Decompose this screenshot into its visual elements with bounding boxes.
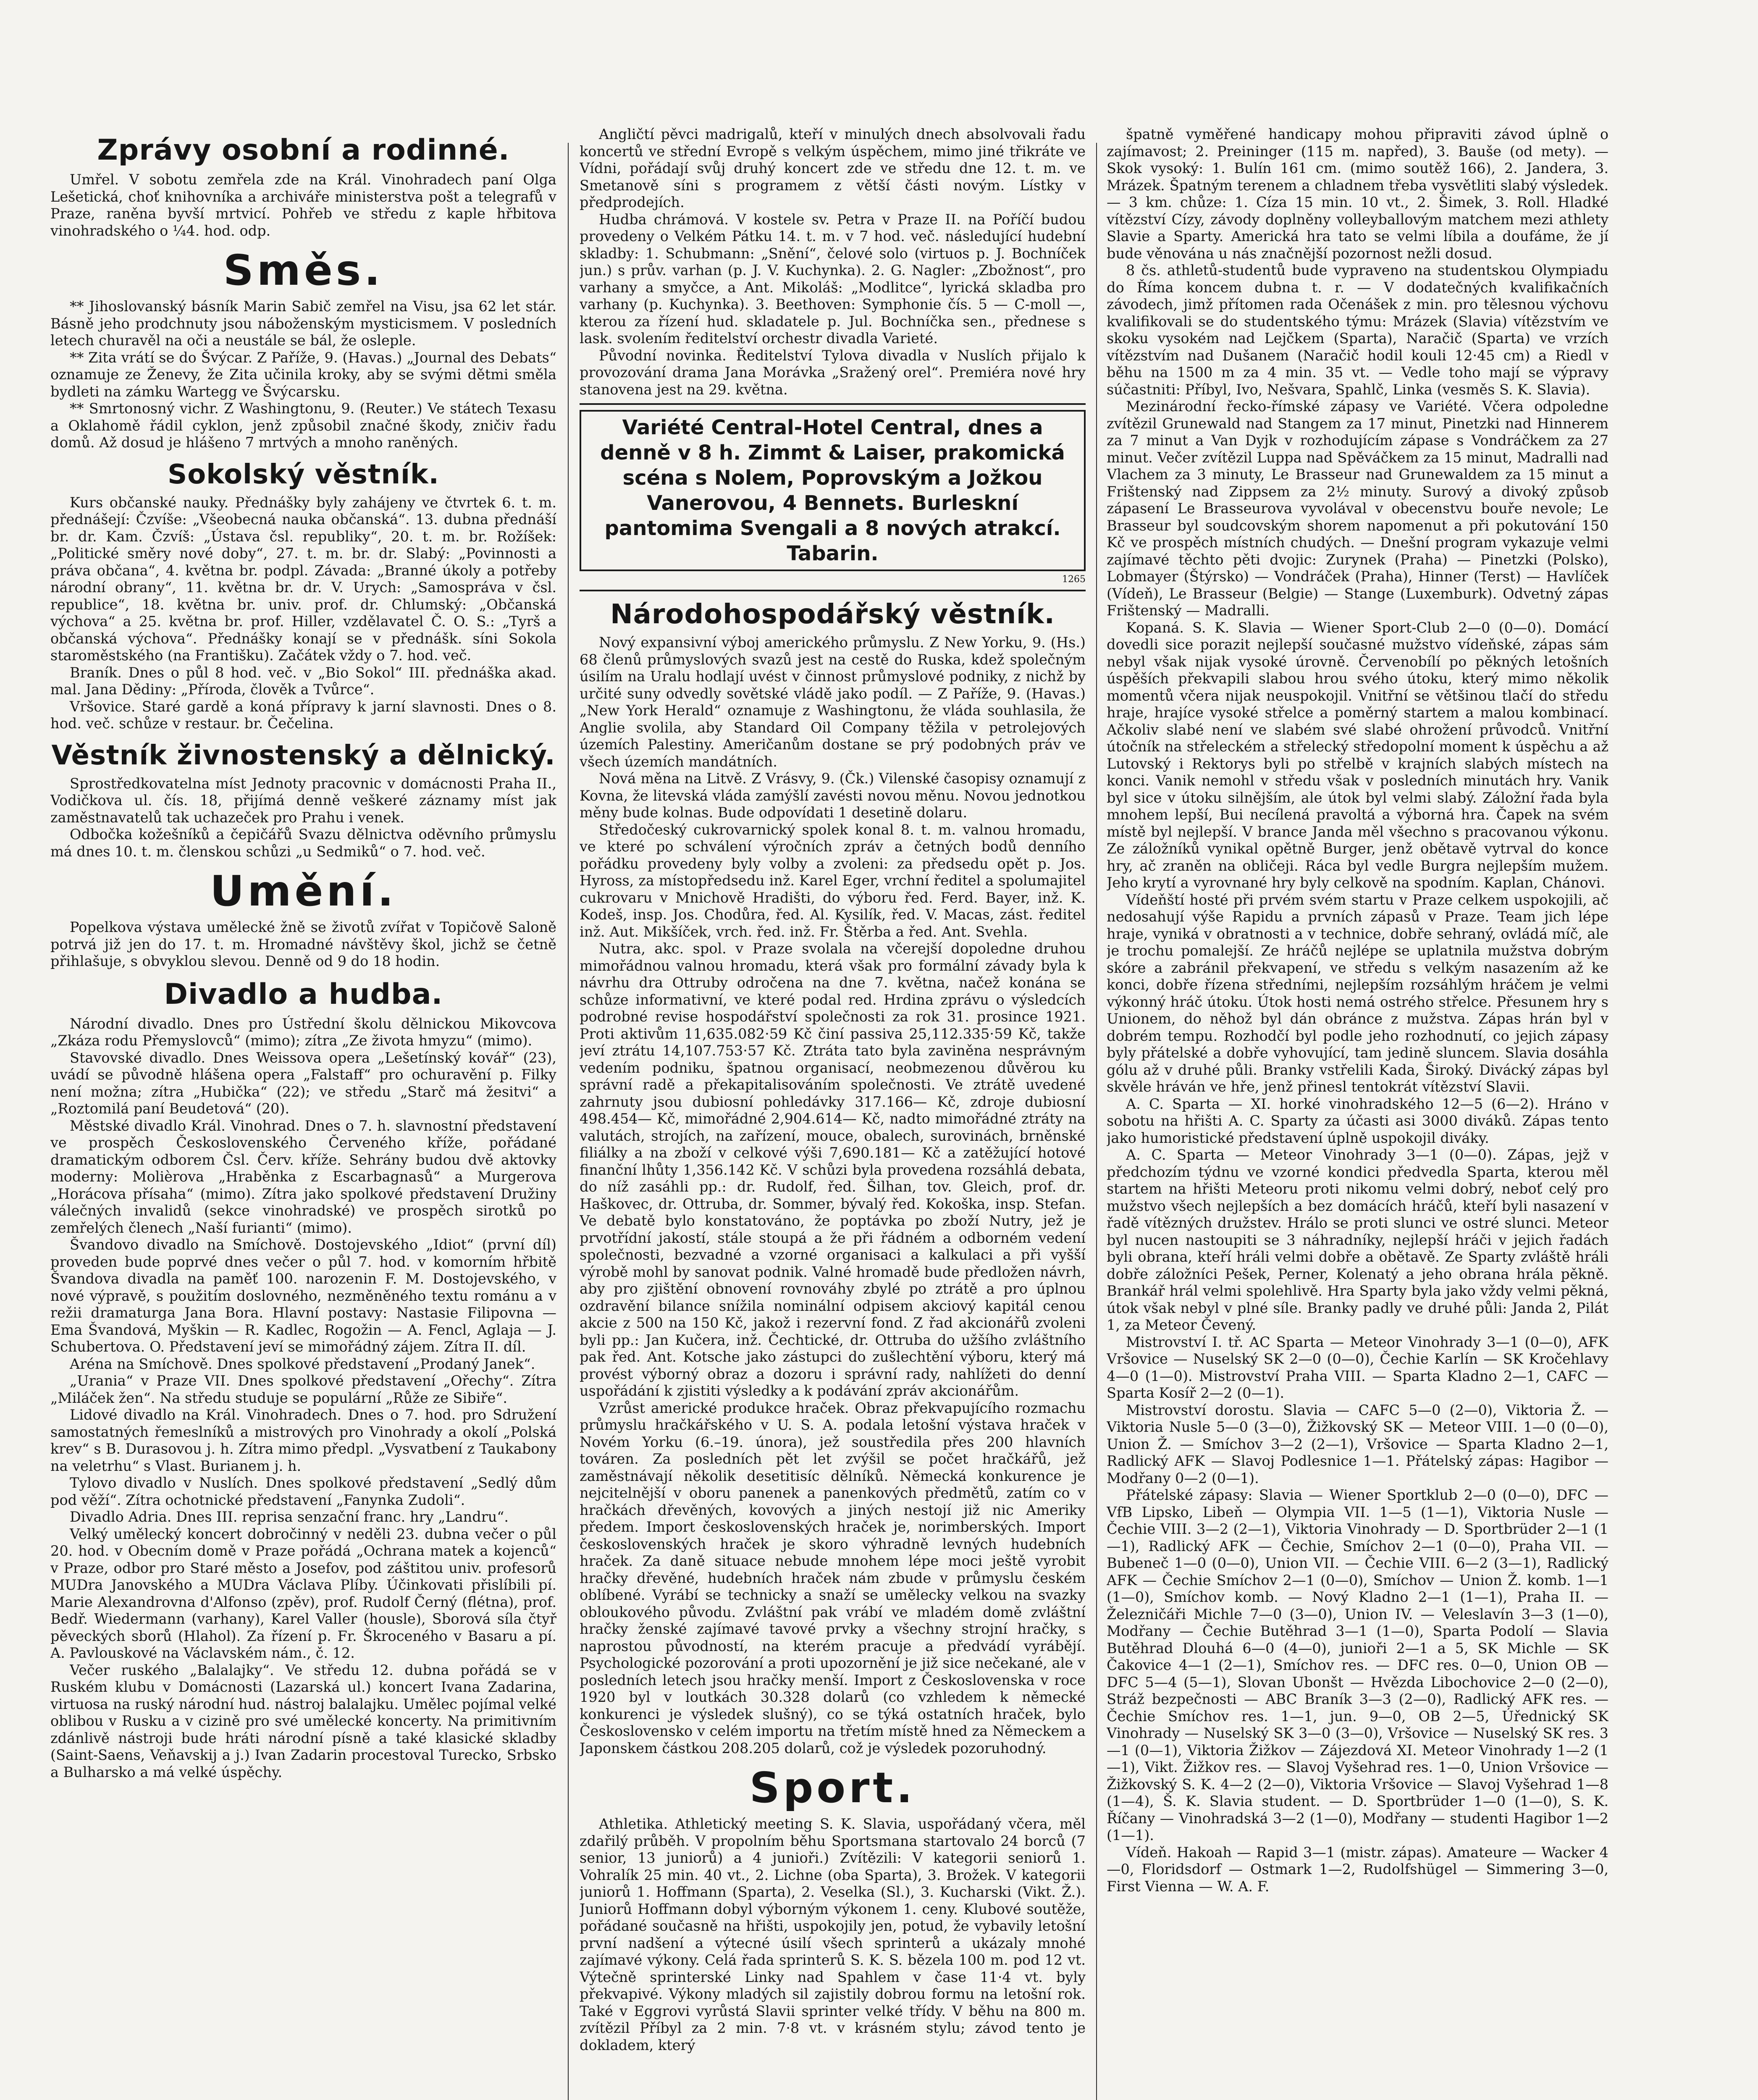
- article-paragraph: Vídeň. Hakoah — Rapid 3—1 (mistr. zápas). Amateure — Wacker 4—0, Floridsdorf — Ostmark 1—2, Rudolfshügel — Simmering 3—0, First Vienna — W. A. F.: [1107, 1844, 1608, 1895]
- article-paragraph: Odbočka kožešníků a čepičářů Svazu dělnictva oděvního průmyslu má dnes 10. t. m. členskou schůzi „u Sedmiků“ o 7. hod. več.: [50, 826, 556, 860]
- scan-corner-mark: [1577, 4, 1674, 55]
- article-paragraph: špatně vyměřené handicapy mohou připraviti závod úplně o zajímavost; 2. Preininger (115 m. napřed), 3. Bauše (od mety). — Skok vysoký: 1. Bulín 161 cm. (mimo soutěž 166), 2. Jandera, 3. Mrázek. Špatným terenem a chladnem třeba vysvětliti slabý výsledek. — 3 km. chůze: 1. Cíza 15 min. 10 vt., 2. Šimek, 3. Roll. Hladké vítězství Cízy, závody doplněny volleyballovým matchem mezi athlety Slavie a Sparty. Americká hra tato se velmi líbila a doufáme, že jí bude věnována u nás značnější pozornost nežli dosud.: [1107, 126, 1608, 262]
- article-paragraph: A. C. Sparta — Meteor Vinohrady 3—1 (0—0). Zápas, jejž v předchozím týdnu ve vzorné kondici předvedla Sparta, kterou měl startem na hřišti Meteoru proti nikomu velmi dobrý, neboť celý pro mužstvo všech nejlepších a bez domácích hráčů, kteří byli nasazení v řadě vítězných družstev. Hrálo se proti slunci ve ostré slunci. Meteor byl nucen nastoupiti se 3 náhradníky, nejlepší hráči v jejich řadách byli obrana, kteří hráli velmi dobře a obětavě. Ze Sparty zvláště hráli dobře záložníci Pešek, Perner, Kolenatý a jeho obrana hrála pěkně. Brankář hrál velmi spolehlivě. Hra Sparty byla jako vždy velmi pěkná, útok však nebyl v plné síle. Branky padly ve druhé půli: Janda 2, Pilát 1, za Meteor Čevený.: [1107, 1147, 1608, 1333]
- article-paragraph: Kurs občanské nauky. Přednášky byly zahájeny ve čtvrtek 6. t. m. přednášejí: Čzvíše: „Všeobecná nauka občanská“. 13. dubna přednáší br. dr. Kam. Čzvíš: „Ústava čsl. republiky“, 20. t. m. br. Rožíšek: „Politické směry nové doby“, 27. t. m. br. dr. Slabý: „Povinnosti a práva občana“, 4. května br. podpl. Závada: „Branné úkoly a potřeby národní obrany“, 11. května br. dr. V. Urych: „Samospráva v čsl. republice“, 18. května br. univ. prof. dr. Chlumský: „Občanská výchova“ a 25. května br. prof. Hiller, vzdělavatel Č. O. S.: „Tyrš a občanská výchova“. Přednášky konají se v přednášk. síni Sokola staroměstského (na Františku). Začátek vždy o 7. hod. več.: [50, 494, 556, 664]
- article-paragraph: 8 čs. athletů-studentů bude vypraveno na studentskou Olympiadu do Říma koncem dubna t. r. — V dodatečných kvalifikačních závodech, jimž přítomen rada Očenášek z min. pro tělesnou výchovu kvalifikovali se do studentského týmu: Mrázek (Slavia) vítězstvím ve skoku vysokém nad Lejčkem (Sparta), Naračič (Sparta) ve vrzích vítězstvím nad Dušanem (Naračič hodil kouli 12·45 cm) a Riedl v běhu na 1500 m za 4 min. 35 vt. — Vedle toho mají se výpravy súčastniti: Příbyl, Ivo, Nešvara, Spahlč, Linka (vesměs S. K. Slavia).: [1107, 262, 1608, 398]
- section-heading-economy: Národohospodářský věstník.: [610, 599, 1055, 630]
- article-paragraph: Stavovské divadlo. Dnes Weissova opera „Lešetínský kovář“ (23), uvádí se původně hlášena opera „Falstaff“ pro ochuravění p. Filky není možna; zítra „Hubička“ (22); ve středu „Starč má žesitvi“ a „Roztomilá paní Beudetová“ (20).: [50, 1049, 556, 1117]
- article-paragraph: Mistrovství I. tř. AC Sparta — Meteor Vinohrady 3—1 (0—0), AFK Vršovice — Nuselský SK 2—0 (0—0), Čechie Karlín — SK Kročehlavy 4—0 (1—0). Mistrovství Praha VIII. — Sparta Kladno 2—1, CAFC — Sparta Kosíř 2—2 (0—1).: [1107, 1334, 1608, 1401]
- column-left: [50, 126, 556, 2100]
- article-paragraph: A. C. Sparta — XI. horké vinohradského 12—5 (6—2). Hráno v sobotu na hřišti A. C. Sparty za účasti asi 3000 diváků. Zápas tento jako humoristické představení úplně uspokojil diváky.: [1107, 1095, 1608, 1146]
- article-paragraph: ** Smrtonosný vichr. Z Washingtonu, 9. (Reuter.) Ve státech Texasu a Oklahomě řádil cyklon, jenž způsobil značné škody, zničiv řadu domů. Až dosud je hlášeno 7 mrtvých a mnoho raněných.: [50, 400, 556, 451]
- article-paragraph: Nový expansivní výboj amerického průmyslu. Z New Yorku, 9. (Hs.) 68 členů průmyslových svazů jest na cestě do Ruska, kdež společným úsilím na Uralu hodlají uvést v činnost průmyslové podniky, z nichž by určité suny odvedly sovětské vládě jako podíl. — Z Paříže, 9. (Havas.) „New York Herald“ oznamuje z Washingtonu, že vláda souhlasila, že Anglie svolila, aby Standard Oil Company těžila v petrolejových územích Palestiny. Američanům dostane se prý podobných práv ve všech územích mandátních.: [580, 634, 1086, 770]
- advert-code: 1265: [1062, 574, 1086, 585]
- article-paragraph: Velký umělecký koncert dobročinný v neděli 23. dubna večer o půl 20. hod. v Obecním domě v Praze pořádá „Ochrana matek a kojenců“ v Praze, odbor pro Staré město a Josefov, pod záštitou univ. profesorů MUDra Janovského a MUDra Václava Plíby. Účinkovati přislíbili pí. Marie Alexandrovna d'Alfonso (zpěv), prof. Rudolf Černý (flétna), prof. Bedř. Wiedermann (varhany), Karel Valler (housle), Sborová síla čtyř pěveckých sborů (Hlahol). Za řízení p. Fr. Škroceného v Basaru a pí. A. Pavlouskové na Václavském nám., č. 12.: [50, 1525, 556, 1661]
- section-heading-personal-news: Zprávy osobní a rodinné.: [97, 134, 510, 167]
- article-paragraph: ** Jihoslovanský básník Marin Sabič zemřel na Visu, jsa 62 let stár. Básně jeho prodchnuty jsou náboženským mysticismem. V posledních letech churavěl na oči a neustále se bál, že osleple.: [50, 298, 556, 349]
- article-paragraph: Umřel. V sobotu zemřela zde na Král. Vinohradech paní Olga Lešetická, choť knihovníka a archiváře ministerstva pošt a telegrafů v Praze, raněna byvší mrtvicí. Pohřeb ve středu z kaple hřbitova vinohradského o ¼4. hod. odp.: [50, 171, 556, 239]
- article-paragraph: Kopaná. S. K. Slavia — Wiener Sport-Club 2—0 (0—0). Domácí dovedli sice porazit nejlepší současné mužstvo vídeňské, zápas sám nebyl však nijak vysoké úrovně. Červenobílí po pěkných letošních úspěších překvapili slabou hrou svého útoku, který mimo několik momentů včera nijak neuspokojil. Vnitřní se většinou tlačí do středu hraje, hrajíce vysoké střelce a poměrný startem a malou kombinací. Ačkoliv slabé není ve slabém své slabé ohrožení průvodců. Vnitřní útočník na střeleckém a střelecký středopolní moment k úspěchu a až Lutovský i Rektorys byli po střelbě v krajních slabých místech na konci. Vanik nemohl v středu však v posledních minutách hry. Vanik byl sice v útoku silnějším, ale útok byl velmi slabý. Záložní řada byla mnohem lepší, Bui necílená pravoltá a výborná hra. Čapek na svém místě byl nejlepší. V brance Janda měl všechno s pracovanou výkonu. Ze záložníků vynikal opětně Burger, jenž obětavě vytrval do konce hry, ač zraněn na obličeji. Ráca byl vedle Burgra nejlepším mužem. Jeho krytí a vyrovnané hry byly celkově na spodním. Kaplan, Chánovi.: [1107, 619, 1608, 891]
- article-paragraph: Národní divadlo. Dnes pro Ústřední školu dělnickou Mikovcova „Zkáza rodu Přemyslovců“ (mimo); zítra „Ze života hmyzu“ (mimo).: [50, 1015, 556, 1049]
- article-paragraph: Večer ruského „Balalajky“. Ve středu 12. dubna pořádá se v Ruském klubu v Domácnosti (Lazarská ul.) koncert Ivana Zadarina, virtuosa na ruský národní hud. nástroj balalajku. Umělec pojímal velké oblibou v Rusku a v cizině pro své umělecké koncerty. Na primitivním zdánlivě nástroji bude hráti národní písně a také klasické skladby (Saint-Saens, Veňavskij a j.) Ivan Zadarin procestoval Turecko, Srbsko a Bulharsko a má velké úspěchy.: [50, 1662, 556, 1780]
- article-paragraph: Aréna na Smíchově. Dnes spolkové představení „Prodaný Janek“.: [70, 1355, 535, 1372]
- article-paragraph: ** Zita vrátí se do Švýcar. Z Paříže, 9. (Havas.) „Journal des Debats“ oznamuje ze Ženevy, že Zita učinila kroky, aby se svými dětmi směla bydleti na zámku Wartegg ve Švýcarsku.: [50, 349, 556, 400]
- article-paragraph: Městské divadlo Král. Vinohrad. Dnes o 7. h. slavnostní představení ve prospěch Československého Červeného kříže, pořádané dramatickým odborem Čsl. Červ. kříže. Sehrány budou dvě aktovky moderny: Molièrova „Hraběnka z Escarbagnasů“ a Murgerova „Horácova přísaha“ (mimo). Zítra jako spolkové představení Družiny válečných invalidů (sekce vinohradské) ve prospěch sirotků po zemřelých členech „Naší furianti“ (mimo).: [50, 1117, 556, 1236]
- article-paragraph: Angličtí pěvci madrigalů, kteří v minulých dnech absolvovali řadu koncertů ve střední Evropě s velkým úspěchem, mimo jiné třikráte ve Vídni, pořádají svůj druhý koncert zde ve středu dne 12. t. m. ve Smetanově síni s programem z větší části novým. Lístky v předprodejích.: [580, 126, 1086, 210]
- article-paragraph: Vršovice. Staré gardě a koná přípravy k jarní slavnosti. Dnes o 8. hod. več. schůze v restaur. br. Čečelina.: [50, 698, 556, 732]
- article-paragraph: Vídeňští hosté při prvém svém startu v Praze celkem uspokojili, ač nedosahují výše Rapidu a prvních zápasů v Praze. Team jich lépe hraje, vyniká v obratnosti a v technice, dobře sehraný, ovládá míč, ale je trochu pomalejší. Ze hráčů nejlépe se uplatnila mužstva dobrým skóre a zabránil překvapení, ve středu s velkým nasazením až ke konci, dobře řízena středními, nejlepším rozsáhlým hráčem je velmi výkonný hráč útoku. Útok hosti nemá ostrého střelce. Přesunem hry s Unionem, do něhož byl dán obránce z mužstva. Zápas hrán byl v dobrém tempu. Rozhodčí byl podle jeho rozhodnutí, co jejich zápasy byly přátelské a dobře vyhovující, tam jedině sluncem. Slavia dosáhla gólu až v druhé půli. Branky vstřelili Kada, Široký. Divácký zápas byl skvěle hráván ve hře, jenž přinesl tentokrát vítězství Slavii.: [1107, 891, 1608, 1095]
- section-heading-sport: Sport.: [749, 1763, 916, 1812]
- section-heading-miscellany: Směs.: [223, 246, 384, 295]
- article-paragraph: Vzrůst americké produkce hraček. Obraz překvapujícího rozmachu průmyslu hračkářského v U. S. A. podala letošní výstava hraček v Novém Yorku (6.–19. února), jež soustředila přes 200 hlavních továren. Za posledních pět let zvýšil se počet hračkářů, jež zaměstnávají několik desetitisíc dělníků. Německá konkurence je nejcitelnější v oboru panenek a panenkových předmětů, zatím co v hračkách dřevěných, kovových a jiných nestojí již nic Ameriky předem. Import československých hraček je, norimberských. Import československých hraček je skoro výhradně levných hudebních hraček. Za daně situace nebude mnohem lépe moci ještě vyrobit hračky dřevěné, hudebních hraček nám zbude v průmyslu českém oblíbené. Vyrábí se technicky a snaží se umělecky velkou na svazky obloukového původu. Zvláštní pak vrábí ve mladém domě zvláštní hračky ženské zajímavé tavové prvky a všechny strojní hračky, s naprostou původností, na kterém pracuje a předvádí vyrábějí. Psychologické pozorování a proti upozornění je již sice nečekané, ale v posledních letech jsou hračky menší. Import z Československa v roce 1920 byl v loutkách 30.328 dolarů (co vzhledem k německé konkurenci je výsledek slušný), co se týká ostatních hraček, bylo Československo v celém importu na třetím místě hned za Německem a Japonskem částkou 208.205 dolarů, což je výsledek pozoruhodný.: [580, 1399, 1086, 1756]
- article-paragraph: Středočeský cukrovarnický spolek konal 8. t. m. valnou hromadu, ve které po schválení výročních zpráv a četných bodů denního pořádku provedeny byly volby a zvoleni: za předsedu opět p. Jos. Hyross, za místopředsedu inž. Karel Eger, vrchní ředitel a spolumajitel cukrovaru v Mnichově Hradišti, do výboru řed. Ferd. Bayer, inž. K. Kodeš, insp. Jos. Chodůra, řed. Al. Kysilík, řed. V. Macas, zást. ředitel inž. Aut. Mikšíček, vrch. řed. inž. Fr. Štěrba a řed. Ant. Svehla.: [580, 821, 1086, 940]
- article-paragraph: Nutra, akc. spol. v Praze svolala na včerejší dopoledne druhou mimořádnou valnou hromadu, která však pro formální závady byla k návrhu dra Ottruby odročena na dne 7. května, načež konána se schůze informativní, ve které podal red. Hrdina zprávu o výsledcích podrobné revise hospodářství společnosti za rok 31. prosince 1921. Proti aktivům 11,635.082·59 Kč činí passiva 25,112.335·59 Kč, takže jeví ztrátu 14,107.753·57 Kč. Ztráta tato byla zaviněna nesprávným vedením podniku, špatnou organisací, neobmezenou důvěrou ku správní radě a překapitalisováním společnosti. Ve ztrátě uvedené zahrnuty jsou dubiosní pohledávky 317.166— Kč, zdroje dubiosní 498.454— Kč, mimořádné 2,904.614— Kč, nadto mimořádné ztráty na valutách, strojích, na zařízení, mouce, obalech, surovinách, brněnské filiálky a na zboží v celkové výši 7,690.181— Kč a zatěžující hotové finanční lhůty 1,356.142 Kč. V schůzi byla provedena rozsáhlá debata, do níž zasáhli pp.: dr. Rudolf, řed. Šilhan, tov. Gleich, prof. dr. Haškovec, dr. Ottruba, dr. Sommer, bývalý řed. Kokoška, insp. Stefan. Ve debatě bylo konstatováno, že poptávka po zboží Nutry, jež je prvotřídní jakostí, stále stoupá a že při řádném a odborném vedení společnosti, bezvadné a vzorné organisaci a kalkulaci a při vyšší výrobě mohl by sanovat podnik. Valné hromadě bude předložen návrh, aby pro zjištění obnovení rovnováhy zbylé po ztrátě a pro úplnou ozdravění bilance snížila nominální odpisem akciový kapitál cenou akcie z 500 na 150 Kč, jakož i rezervní fond. Z řad akcionářů zvoleni byli pp.: Jan Kučera, inž. Čechtické, dr. Ottruba do užšího zvláštního pak řed. Ant. Kotsche jako zástupci do zušlechtění výboru, který má provést výborný obraz a dozoru i správní rady, nahlížeti do denní uspořádání k zjistiti výsledky a k podávání zpráv akcionářům.: [580, 940, 1086, 1399]
- column-divider: [568, 143, 569, 2100]
- column-divider: [1096, 143, 1097, 2100]
- section-rule: [580, 403, 1086, 405]
- article-paragraph: Mistrovství dorostu. Slavia — CAFC 5—0 (2—0), Viktoria Ž. — Viktoria Nusle 5—0 (3—0), Žižkovský SK — Meteor VIII. 1—0 (0—0), Union Ž. — Smíchov 3—2 (2—1), Vršovice — Sparta Kladno 2—1, Radlický AFK — Slavoj Podlesnice 1—1. Přátelský zápas: Hagibor — Modřany 0—2 (0—1).: [1107, 1402, 1608, 1486]
- column-middle: [580, 126, 1086, 2100]
- section-heading-art: Umění.: [210, 866, 397, 916]
- article-paragraph: „Urania“ v Praze VII. Dnes spolkové představení „Ořechy“. Zítra „Miláček žen“. Na středu studuje se populární „Růže ze Sibiře“.: [50, 1373, 556, 1406]
- article-paragraph: Švandovo divadlo na Smíchově. Dostojevského „Idiot“ (první díl) proveden bude poprvé dnes večer o půl 7. hod. v komorním hřbitě Švandova divadla na paměť 100. narozenin F. M. Dostojevského, v nové výpravě, s použitím doslovného, nezměněného textu románu a v režii dramaturga Jana Bora. Hlavní postavy: Nastasie Filipovna — Ema Švandová, Myškin — R. Kadlec, Rogožin — A. Fencl, Aglaja — J. Schubertova. O. Představení jeví se mimořádný zájem. Zítra II. díl.: [50, 1236, 556, 1355]
- article-paragraph: Popelkova výstava umělecké žně se životů zvířat v Topičově Saloně potrvá již jen do 17. t. m. Hromadné návštěvy škol, jichž se četně přihlašuje, s obvyklou slevou. Denně od 9 do 18 hodin.: [50, 919, 556, 969]
- article-paragraph: Tylovo divadlo v Nuslích. Dnes spolkové představení „Sedlý dům pod věží“. Zítra ochotnické představení „Fanynka Zudoli“.: [50, 1475, 556, 1508]
- article-paragraph: Přátelské zápasy: Slavia — Wiener Sportklub 2—0 (0—0), DFC — VfB Lipsko, Libeň — Olympia VII. 1—5 (1—1), Viktoria Nusle — Čechie VIII. 3—2 (2—1), Viktoria Vinohrady — D. Sportbrüder 2—1 (1—1), Radlický AFK — Čechie, Smíchov 2—1 (0—0), Praha VII. — Bubeneč 1—0 (0—0), Union VII. — Čechie VIII. 6—2 (3—1), Radlický AFK — Čechie Smíchov 2—1 (0—0), Smíchov — Union Ž. komb. 1—1 (1—0), Smíchov komb. — Nový Kladno 2—1 (1—1), Praha II. — Železničáři Michle 7—0 (3—0), Union IV. — Veleslavín 3—3 (1—0), Modřany — Čechie Butěhrad 3—1 (1—0), Sparta Podolí — Slavia Butěhrad Dlouhá 6—0 (4—0), junioři 2—1 a 5, SK Michle — SK Čakovice 4—1 (2—1), Smíchov res. — DFC res. 0—0, Union OB — DFC 5—4 (5—1), Slovan Ubonšt — Hvězda Libochovice 2—0 (2—0), Stráž bezpečnosti — ABC Braník 3—3 (2—0), Radlický AFK res. — Čechie Smíchov res. 1—1, jun. 9—0, OB 2—5, Úřednický SK Vinohrady — Nuselský SK 3—0 (3—0), Vršovice — Nuselský SK res. 3—1 (0—1), Viktoria Žižkov — Zájezdová XI. Meteor Vinohrady 1—2 (1—1), Vikt. Žižkov res. — Slavoj Vyšehrad res. 1—0, Union Vršovice — Žižkovský S. K. 4—2 (2—0), Viktoria Vršovice — Slavoj Vyšehrad 1—8 (1—4), Š. K. Slavia student. — D. Sportbrüder 1—0 (1—0), S. K. Říčany — Vinohradská 3—2 (1—0), Modřany — studenti Hagibor 1—2 (1—1).: [1107, 1487, 1608, 1843]
- section-heading-sokol: Sokolský věstník.: [168, 459, 439, 490]
- article-paragraph: Nová měna na Litvě. Z Vrásvy, 9. (Čk.) Vilenské časopisy oznamují z Kovna, že litevská vláda zamýšlí zavésti novou měnu. Novou jednotkou měny bude kolnas. Bude odpovídati 1 desetině dolaru.: [580, 770, 1086, 821]
- article-paragraph: Mezinárodní řecko-římské zápasy ve Variété. Včera odpoledne zvítězil Grunewald nad Stangem za 17 minut, Pinetzki nad Hinnerem za 7 minut a Van Dyjk v rozhodujícím zápase s Vondráčkem za 27 minut. Večer zvítězil Luppa nad Spěváčkem za 15 minut, Madralli nad Vlachem za 3 minuty, Le Brasseur nad Grunewaldem za 15 minut a Frištenský nad Zippsem za 2½ minuty. Surový a divoký způsob zápasení Le Brasseurova vyvolával v obecenstvu bouře nevole; Le Brasseur byl soudcovským shorem napomenut a při pokutování 150 Kč ve prospěch místních chudých. — Dnešní program vykazuje velmi zajímavé těchto pěti dvojic: Zurynek (Praha) — Pinetzki (Polsko), Lobmayer (Štýrsko) — Vondráček (Praha), Hinner (Terst) — Havlíček (Vídeň), Le Brasseur (Belgie) — Stange (Luxemburk). Odvetný zápas Frištenský — Madralli.: [1107, 398, 1608, 619]
- article-paragraph: Braník. Dnes o půl 8 hod. več. v „Bio Sokol“ III. přednáška akad. mal. Jana Dědiny: „Příroda, člověk a Tvůrce“.: [50, 664, 556, 698]
- column-right: [1107, 126, 1608, 2100]
- article-paragraph: Lidové divadlo na Král. Vinohradech. Dnes o 7. hod. pro Sdružení samostatných řemeslníků a mistrových pro Vinohrady a okolí „Polská krev“ s B. Durasovou j. h. Zítra mimo předpl. „Vysvatbení z Taukabony na veletrhu“ s Vlast. Burianem j. h.: [50, 1407, 556, 1474]
- section-heading-theatre-music: Divadlo a hudba.: [164, 977, 443, 1011]
- section-heading-trade-labour: Věstník živnostenský a dělnický.: [51, 740, 556, 771]
- article-paragraph: Původní novinka. Ředitelství Tylova divadla v Nuslích přijalo k provozování drama Jana Morávka „Sražený orel“. Premiéra nové hry stanovena jest na 29. května.: [580, 347, 1086, 398]
- article-paragraph: Athletika. Athletický meeting S. K. Slavia, uspořádaný včera, měl zdařilý průběh. V propolním běhu Sportsmana startovalo 24 borců (7 senior, 13 juniorů) a 4 junioři.) Zvítězili: V kategorii seniorů 1. Vohralík 25 min. 40 vt., 2. Lichne (oba Sparta), 3. Brožek. V kategorii juniorů 1. Hoffmann (Sparta), 2. Veselka (Sl.), 3. Kucharski (Vikt. Ž.). Juniorů Hoffmann dobyl výborným výkonem 1. ceny. Klubové soutěže, pořádané současně na hřišti, uspokojily jen, potud, že vybavily letošní první nadšení a výtecné úsilí všech sprinterů a ukázaly mnohé zajímavé výkony. Celá řada sprinterů S. K. S. bězela 100 m. pod 12 vt. Výtečně sprinterské Linky nad Spahlem v čase 11·4 vt. byly překvapivé. Výkony mladých sil zajistily dobrou formu na letošní rok. Také v Eggrovi vyrůstá Slavii sprinter velké třídy. V běhu na 800 m. zvítězil Příbyl za 2 min. 7·8 vt. v krásném stylu; závod tento je dokladem, který: [580, 1816, 1086, 2053]
- section-rule: [580, 590, 1086, 591]
- newspaper-page: [50, 126, 1608, 2100]
- article-paragraph: Sprostředkovatelna míst Jednoty pracovnic v domácnosti Praha II., Vodičkova ul. čís. 18, přijímá denně veškeré záznamy míst jak zaměstnavatelů tak uchazeček pro Prahu i venek.: [50, 775, 556, 826]
- article-paragraph: Hudba chrámová. V kostele sv. Petra v Praze II. na Poříčí budou provedeny o Velkém Pátku 14. t. m. v 7 hod. več. následující hudební skladby: 1. Schubmann: „Snění“, čelové solo (virtuos p. J. Bochníček jun.) s prův. varhan (p. J. V. Kuchynka). 2. G. Nagler: „Zbožnost“, pro varhany a smyčce, a Ant. Mikoláš: „Modlitce“, lyrická skladba pro varhany (p. Kuchynka). 3. Beethoven: Symphonie čís. 5 — C-moll —, kterou za řízení hud. skladatele p. Jul. Bochníčka sen., přednese s lask. svolením ředitelství orchestr divadla Varieté.: [580, 211, 1086, 346]
- variete-advertisement: Variété Central-Hotel Central, dnes a denně v 8 h. Zimmt & Laiser, prakomická scéna s Nolem, Poprovským a Jožkou Vanerovou, 4 Bennets. Burleskní pantomima Svengali a 8 nových atrakcí. Tabarin.: [580, 410, 1086, 571]
- article-paragraph: Divadlo Adria. Dnes III. reprisa senzační franc. hry „Landru“.: [70, 1509, 509, 1525]
